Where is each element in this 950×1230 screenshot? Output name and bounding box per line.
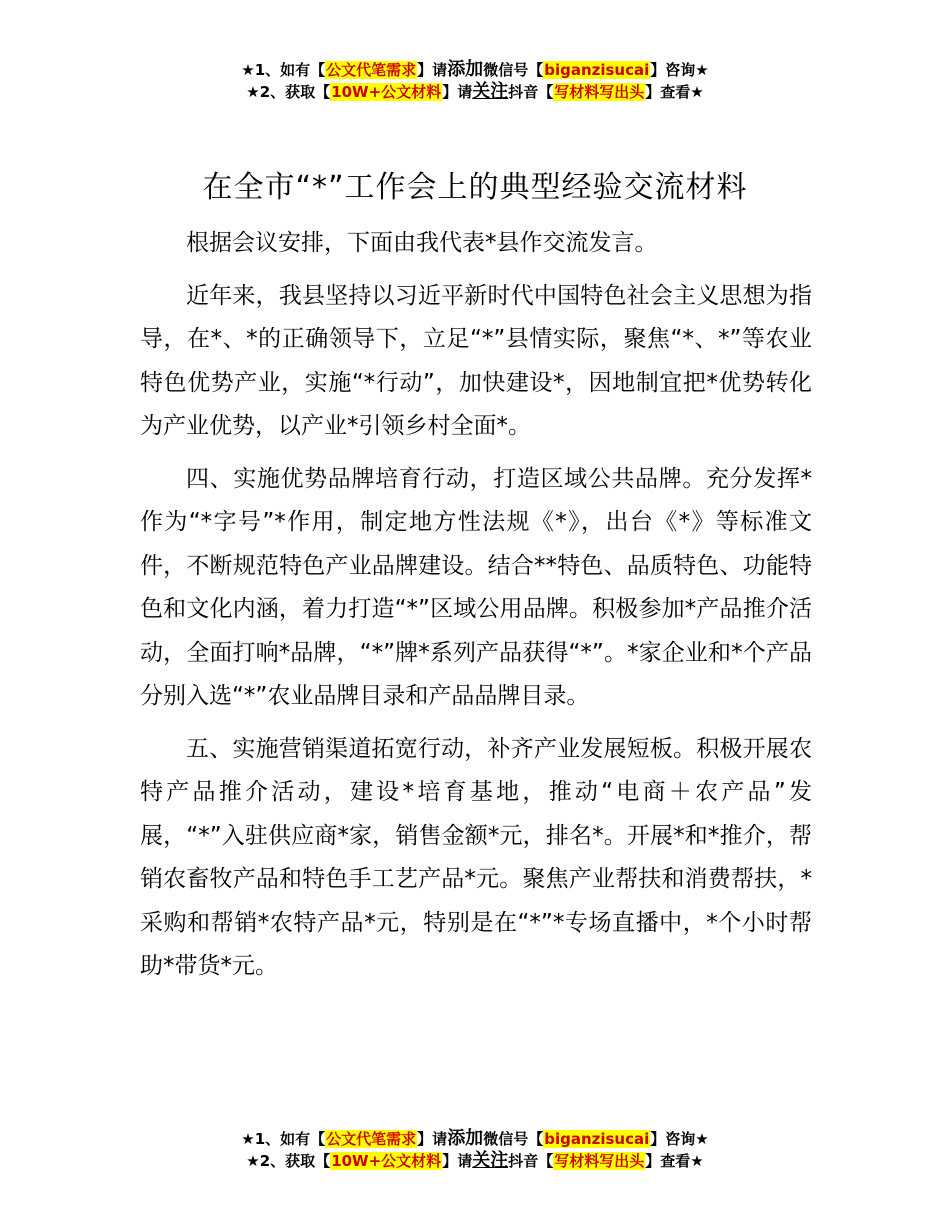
footer-line-2-suffix: 】查看★ [645,1152,704,1170]
footer-line-2-prefix: ★2、获取【 [246,1152,331,1170]
footer-line-2 [0,1150,950,1172]
footer-banner [0,1128,950,1172]
header-line-1-prefix: ★1、如有【 [241,61,326,79]
header-line-2-suffix: 】查看★ [645,83,704,101]
footer-line-2-emphasis: 关注 [472,1150,509,1171]
header-line-2-highlight-materials: 10W+公文材料 [331,83,442,101]
header-line-2-emphasis: 关注 [472,81,509,102]
footer-line-1-suffix: 】咨询★ [650,1130,709,1148]
footer-line-1-prefix: ★1、如有【 [241,1130,326,1148]
paragraph-section-five: 五、实施营销渠道拓宽行动，补齐产业发展短板。积极开展农特产品推介活动，建设*培育基地，推动“电商＋农产品”发展，“*”入驻供应商*家，销售金额*元，排名*。开展*和*推介，帮销农畜牧产品和特色手工艺产品*元。聚焦产业帮扶和消费帮扶，*采购和帮销*农特产品*元，特别是在“*”*专场直播中，*个小时帮助*带货*元。 [140,735,812,979]
header-line-1-text: 】请 [417,61,448,79]
header-line-2-text-2: 抖音【 [508,83,554,101]
footer-line-1-highlight-service: 公文代笔需求 [326,1130,417,1148]
footer-line-1-text: 】请 [417,1130,448,1148]
footer-line-2-text-2: 抖音【 [508,1152,554,1170]
header-line-1-emphasis: 添加 [447,59,484,80]
header-line-1-highlight-service: 公文代笔需求 [326,61,417,79]
footer-douyin-account: 写材料写出头 [554,1152,645,1170]
footer-line-2-text: 】请 [442,1152,473,1170]
paragraph-intro: 根据会议安排，下面由我代表*县作交流发言。 [186,230,658,256]
paragraph-background: 近年来，我县坚持以习近平新时代中国特色社会主义思想为指导，在*、*的正确领导下，立足“*”县情实际，聚焦“*、*”等农业特色优势产业，实施“*行动”，加快建设*，因地制宜把*优势转化为产业优势，以产业*引领乡村全面*。 [140,282,812,439]
header-line-2 [0,81,950,103]
footer-line-1 [0,1128,950,1150]
header-line-2-text: 】请 [442,83,473,101]
paragraph-section-four: 四、实施优势品牌培育行动，打造区域公共品牌。充分发挥*作为“*字号”*作用，制定地方性法规《*》，出台《*》等标准文件，不断规范特色产业品牌建设。结合**特色、品质特色、功能特色和文化内涵，着力打造“*”区域公用品牌。积极参加*产品推介活动，全面打响*品牌，“*”牌*系列产品获得“*”。*家企业和*个产品分别入选“*”农业品牌目录和产品品牌目录。 [140,465,812,709]
header-line-1 [0,59,950,81]
header-line-1-suffix: 】咨询★ [650,61,709,79]
footer-line-1-text-2: 微信号【 [483,1130,544,1148]
header-douyin-account: 写材料写出头 [554,83,645,101]
header-banner [0,59,950,103]
footer-line-1-emphasis: 添加 [447,1128,484,1149]
footer-line-2-highlight-materials: 10W+公文材料 [331,1152,442,1170]
header-wechat-id: biganzisucai [544,61,650,79]
footer-wechat-id: biganzisucai [544,1130,650,1148]
header-line-1-text-2: 微信号【 [483,61,544,79]
header-line-2-prefix: ★2、获取【 [246,83,331,101]
document-body [140,222,812,998]
document-title: 在全市“*”工作会上的典型经验交流材料 [202,170,748,205]
